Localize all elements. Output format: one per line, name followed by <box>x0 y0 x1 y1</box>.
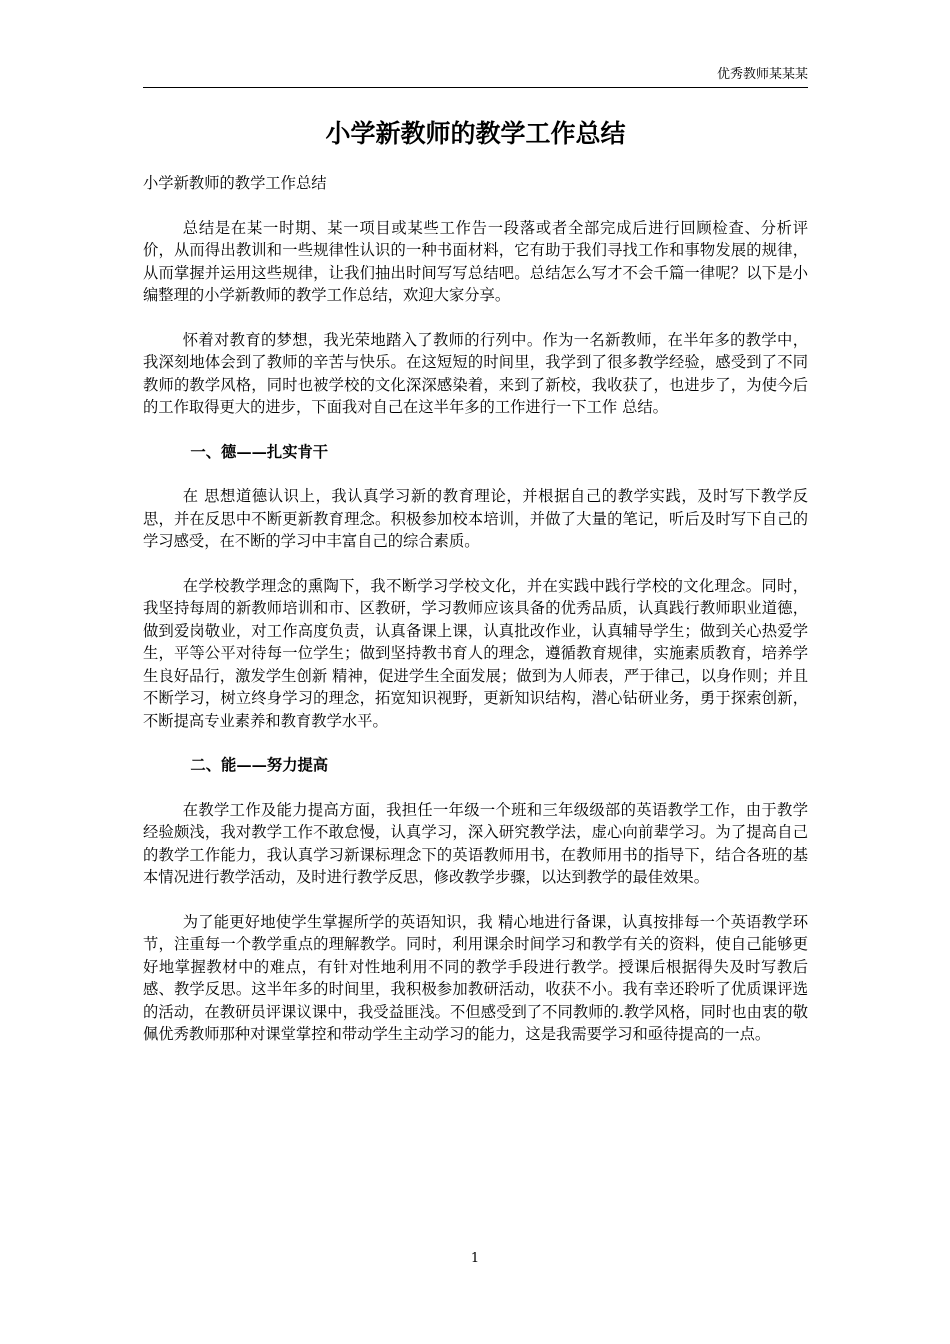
page-number: 1 <box>470 1251 480 1266</box>
intro-paragraph-1: 总结是在某一时期、某一项目或某些工作告一段落或者全部完成后进行回顾检查、分析评价，从而得出教训和一些规律性认识的一种书面材料，它有助于我们寻找工作和事物发展的规律，从而掌握并运用这些规律，让我们抽出时间写写总结吧。总结怎么写才不会千篇一律呢？以下是小编整理的小学新教师的教学工作总结，欢迎大家分享。 <box>143 218 808 304</box>
running-header: 优秀教师某某某 <box>716 67 808 82</box>
document-subtitle: 小学新教师的教学工作总结 <box>143 174 327 192</box>
intro-paragraph-2: 怀着对教育的梦想，我光荣地踏入了教师的行列中。作为一名新教师，在半年多的教学中，我深刻地体会到了教师的辛苦与快乐。在这短短的时间里，我学到了很多教学经验，感受到了不同教师的教学风格，同时也被学校的文化深深感染着，来到了新校，我收获了，也进步了，为使今后的工作取得更大的进步，下面我对自己在这半年多的工作进行一下工作 总结。 <box>143 330 808 416</box>
section-1-paragraph-2: 在学校教学理念的熏陶下，我不断学习学校文化，并在实践中践行学校的文化理念。同时，我坚持每周的新教师培训和市、区教研，学习教师应该具备的优秀品质，认真践行教师职业道德，做到爱岗敬业，对工作高度负责，认真备课上课，认真批改作业，认真辅导学生；做到关心热爱学生，平等公平对待每一位学生；做到坚持教书育人的理念，遵循教育规律，实施素质教育，培养学生良好品行，激发学生创新 精神，促进学生全面发展；做到为人师表，严于律己，以身作则；并且不断学习，树立终身学习的理念，拓宽知识视野，更新知识结构，潜心钻研业务，勇于探索创新，不断提高专业素养和教育教学水平。 <box>143 576 808 730</box>
section-1-paragraph-1: 在 思想道德认识上，我认真学习新的教育理论，并根据自己的教学实践，及时写下教学反思，并在反思中不断更新教育理念。积极参加校本培训，并做了大量的笔记，听后及时写下自己的学习感受，在不断的学习中丰富自己的综合素质。 <box>143 487 808 550</box>
header-rule <box>143 87 808 88</box>
document-body <box>143 172 808 1068</box>
section-2-paragraph-2: 为了能更好地使学生掌握所学的英语知识，我 精心地进行备课，认真按排每一个英语教学环节，注重每一个教学重点的理解教学。同时，利用课余时间学习和教学有关的资料，使自己能够更好地掌握教材中的难点，有针对性地利用不同的教学手段进行教学。授课后根据得失及时写教后感、教学反思。这半年多的时间里，我积极参加教研活动，收获不小。我有幸还聆听了优质课评选的活动，在教研员评课议课中，我受益匪浅。不但感受到了不同教师的.教学风格，同时也由衷的敬佩优秀教师那种对课堂掌控和带动学生主动学习的能力，这是我需要学习和亟待提高的一点。 <box>143 912 808 1043</box>
document-title: 小学新教师的教学工作总结 <box>325 119 626 148</box>
section-heading-2: 二、能——努力提高 <box>190 756 329 774</box>
section-heading-1: 一、德——扎实肯干 <box>190 442 329 461</box>
section-2-paragraph-1: 在教学工作及能力提高方面，我担任一年级一个班和三年级级部的英语教学工作，由于教学经验颇浅，我对教学工作不敢怠慢，认真学习，深入研究教学法，虚心向前辈学习。为了提高自己的教学工作能力，我认真学习新课标理念下的英语教师用书，在教师用书的指导下，结合各班的基本情况进行教学活动，及时进行教学反思，修改教学步骤，以达到教学的最佳效果。 <box>143 800 808 886</box>
